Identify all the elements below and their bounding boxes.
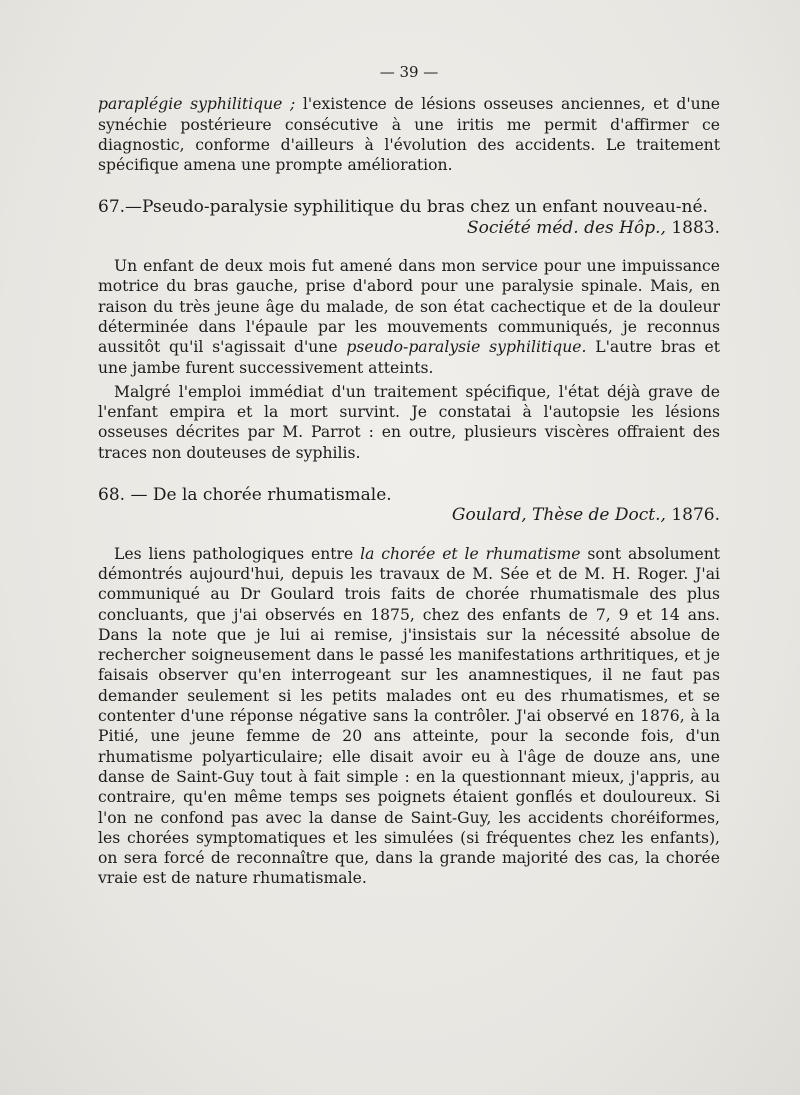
page-number: — 39 — bbox=[379, 63, 439, 81]
intro-text: l'existence de lésions osseuses anciennes, et d'une synéchie postérieure consécutive à une iritis me permit d'affirmer ce diagnostic, conforme d'ailleurs à l'évolution des accidents. Le traitement spécifique amena une prompte amélioration. bbox=[98, 95, 720, 175]
entry-67-title: 67.—Pseudo-paralysie syphilitique du bras chez un enfant nouveau-né. bbox=[98, 197, 708, 218]
page-content bbox=[98, 62, 720, 889]
entry-68-ref-year: 1876. bbox=[665, 505, 720, 526]
entry-68-p1-text-b: sont absolument démontrés aujourd'hui, depuis les travaux de M. Sée et de M. H. Roger. J'ai communiqué au Dr Goulard trois faits de chorée rhumatismale des plus concluants, que j'ai observés en 1875, chez des enfants de 7, 9 et 14 ans. Dans la note que je lui ai remise, j'insistais sur la nécessité absolue de rechercher soigneusement dans le passé les manifestations arthritiques, et je faisais observer qu'en interrogeant sur les anamnestiques, il ne faut pas demander seulement si les petits malades ont eu des rhumatismes, et se contenter d'une réponse négative sans la contrôler. J'ai observé en 1876, à la Pitié, une jeune femme de 20 ans atteinte, pour la seconde fois, d'un rhumatisme polyarticulaire; elle disait avoir eu à l'âge de douze ans, une danse de Saint-Guy tout à fait simple : en la questionnant mieux, j'appris, au contraire, qu'en même temps ses poignets étaient gonflés et douloureux. Si l'on ne confond pas avec la danse de Saint-Guy, les accidents choréiformes, les chorées symptomatiques et les simulées (si fréquentes chez les enfants), on sera forcé de reconnaître que, dans la grande majorité des cas, la chorée vraie est de nature rhumatismale. bbox=[98, 544, 721, 888]
entry-67-ref-source: Société méd. des Hôp., bbox=[467, 217, 666, 238]
entry-67-p1-text-a: Un enfant de deux mois fut amené dans mon service pour une impuissance motrice du bras gauche, prise d'abord pour une paralysie spinale. Mais, en raison du très jeune âge du malade, de son état cachectique et de la douleur déterminée dans l'épaule par les mouvements communiqués, je reconnus aussitôt qu'il s'agissait d'une bbox=[98, 257, 720, 357]
entry-68-ref-source: Goulard, Thèse de Doct., bbox=[451, 505, 666, 526]
entry-68-p1-text-a: Les liens pathologiques entre bbox=[114, 544, 361, 563]
entry-67-reference bbox=[98, 218, 720, 238]
entry-67-paragraph-1 bbox=[98, 256, 720, 378]
intro-italic-lead: paraplégie syphilitique ; bbox=[98, 95, 296, 114]
entry-68-paragraph-1 bbox=[98, 544, 720, 889]
entry-67-ref-year: 1883. bbox=[665, 217, 720, 238]
entry-68-reference bbox=[98, 505, 720, 525]
entry-68-title: 68. — De la chorée rhumatismale. bbox=[98, 485, 392, 506]
entry-68-p1-italic: la chorée et le rhumatisme bbox=[360, 544, 581, 563]
entry-67-p1-italic: pseudo-paralysie syphilitique. bbox=[346, 338, 587, 357]
entry-67-paragraph-2: Malgré l'emploi immédiat d'un traitement spécifique, l'état déjà grave de l'enfant empira et la mort survint. Je constatai à l'autopsie les lésions osseuses décrites par M. Parrot : en outre, plusieurs viscères offraient des traces non douteuses de syphilis. bbox=[98, 382, 720, 462]
intro-paragraph bbox=[98, 94, 720, 175]
entry-67-p1-text-b: L'autre bras et une jambe furent successivement atteints. bbox=[98, 338, 720, 377]
